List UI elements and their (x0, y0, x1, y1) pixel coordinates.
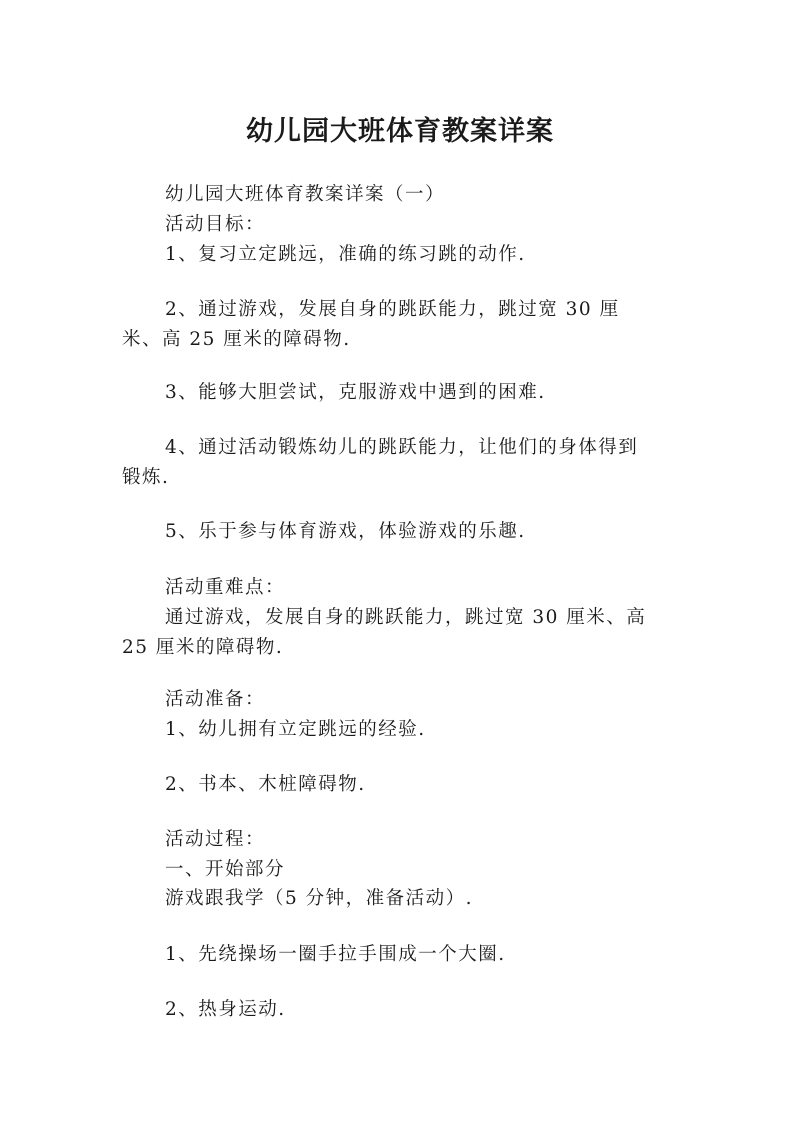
section-heading-preparation: 活动准备： (165, 689, 266, 710)
preparation-1: 1、幼儿拥有立定跳远的经验. (165, 719, 426, 740)
goal-4-line-1: 4、通过活动锻炼幼儿的跳跃能力，让他们的身体得到 (165, 437, 639, 458)
process-part-1-heading: 一、开始部分 (165, 859, 286, 880)
process-step-1: 1、先绕操场一圈手拉手围成一个大圈. (165, 944, 506, 965)
document-title: 幼儿园大班体育教案详案 (246, 116, 554, 147)
key-points-line-1: 通过游戏，发展自身的跳跃能力，跳过宽 30 厘米、高 (165, 607, 647, 628)
goal-2-line-1: 2、通过游戏，发展自身的跳跃能力，跳过宽 30 厘 (165, 299, 620, 320)
goal-5: 5、乐于参与体育游戏，体验游戏的乐趣. (165, 521, 526, 542)
goal-4-line-2: 锻炼. (122, 467, 170, 488)
process-step-2: 2、热身运动. (165, 999, 286, 1020)
goal-1: 1、复习立定跳远，准确的练习跳的动作. (165, 244, 526, 265)
goal-3: 3、能够大胆尝试，克服游戏中遇到的困难. (165, 382, 546, 403)
section-heading-process: 活动过程： (165, 829, 266, 850)
section-heading-key-points: 活动重难点： (165, 577, 286, 598)
key-points-line-2: 25 厘米的障碍物. (122, 637, 284, 658)
preparation-2: 2、书本、木桩障碍物. (165, 774, 366, 795)
process-game-line: 游戏跟我学（5 分钟，准备活动）. (165, 888, 474, 909)
section-heading-goals: 活动目标： (165, 214, 266, 235)
subtitle-line: 幼儿园大班体育教案详案（一） (165, 184, 446, 205)
goal-2-line-2: 米、高 25 厘米的障碍物. (122, 329, 351, 350)
